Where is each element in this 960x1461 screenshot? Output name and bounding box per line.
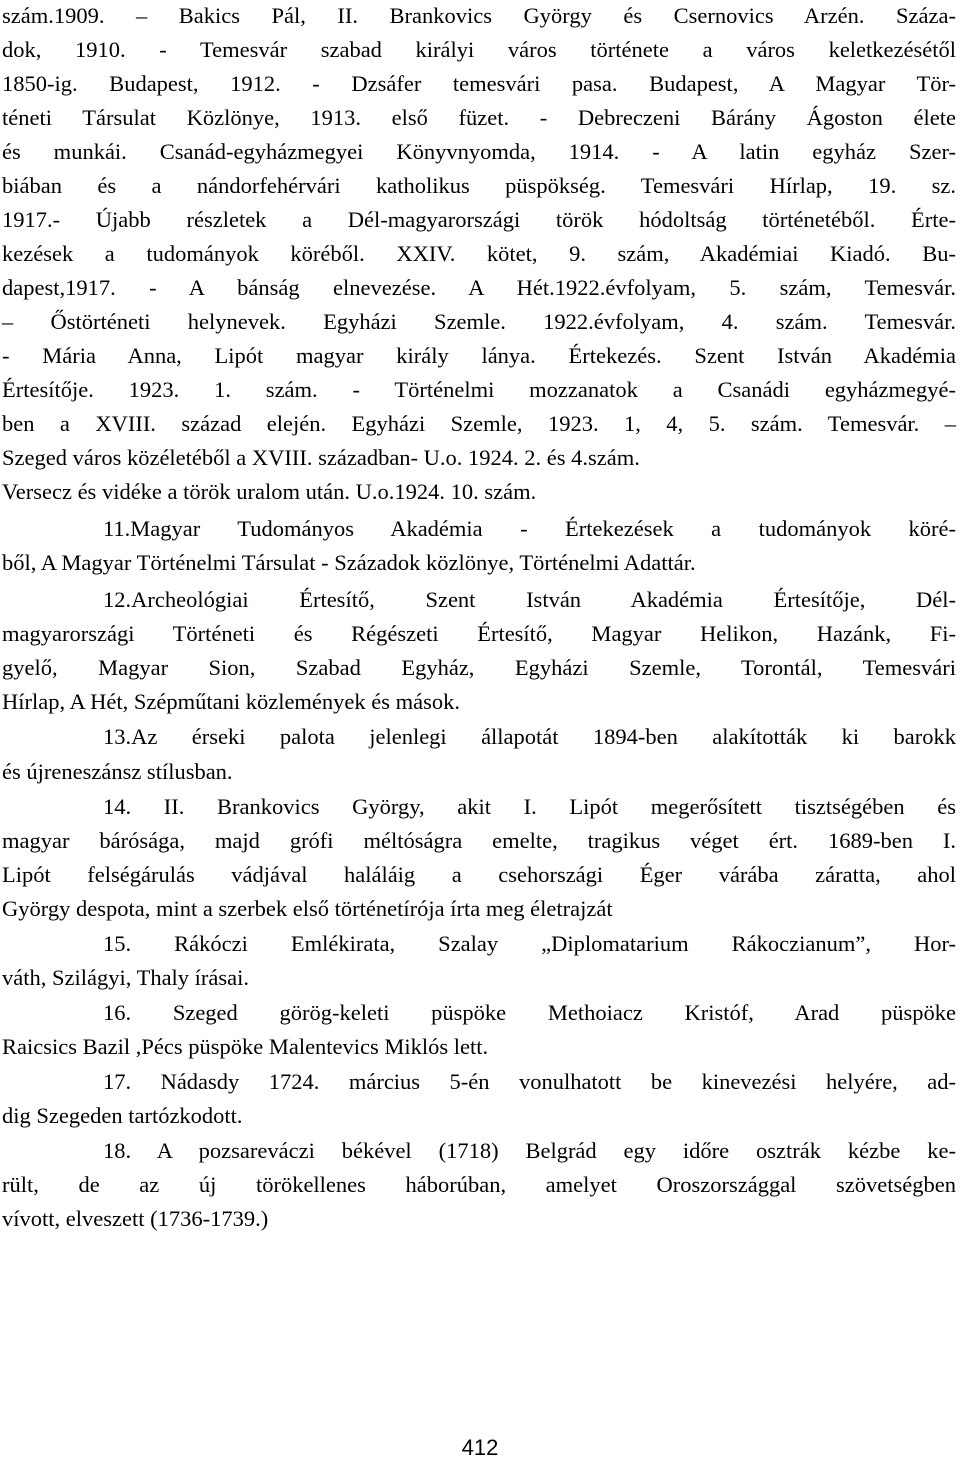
- footnote-17-line: 17. Nádasdy 1724. március 5-én vonulhatott be kinevezési helyére, ad-: [103, 1069, 956, 1094]
- footnote-12-line: 12.Archeológiai Értesítő, Szent István Akadémia Értesítője, Dél-: [103, 587, 956, 612]
- text-line: szám.1909. – Bakics Pál, II. Brankovics György és Csernovics Arzén. Száza-: [2, 3, 956, 28]
- text-line: Hírlap, A Hét, Szépműtani közlemények és mások.: [2, 689, 461, 714]
- text-line: vívott, elveszett (1736-1739.): [2, 1206, 269, 1231]
- footnote-15-line: 15. Rákóczi Emlékirata, Szalay „Diplomatarium Rákoczianum”, Hor-: [103, 931, 956, 956]
- text-line: váth, Szilágyi, Thaly írásai.: [2, 965, 250, 990]
- text-line: dapest,1917. - A bánság elnevezése. A Hét.1922.évfolyam, 5. szám, Temesvár.: [2, 275, 956, 300]
- text-line: magyar bárósága, majd grófi méltóságra emelte, tragikus véget ért. 1689-ben I.: [2, 828, 956, 853]
- footnote-18-line: 18. A pozsareváczi békével (1718) Belgrád egy időre osztrák kézbe ke-: [103, 1138, 956, 1163]
- footnote-11-line: 11.Magyar Tudományos Akadémia - Értekezések a tudományok köré-: [103, 516, 956, 541]
- page-number: 412: [461, 1435, 499, 1460]
- text-line: Szeged város közéletéből a XVIII. században- U.o. 1924. 2. és 4.szám.: [2, 445, 640, 470]
- text-line: kezések a tudományok köréből. XXIV. kötet, 9. szám, Akadémiai Kiadó. Bu-: [2, 241, 956, 266]
- text-line: gyelő, Magyar Sion, Szabad Egyház, Egyházi Szemle, Torontál, Temesvári: [2, 655, 956, 680]
- text-line: Versecz és vidéke a török uralom után. U.o.1924. 10. szám.: [2, 479, 537, 504]
- text-line: magyarországi Történeti és Régészeti Értesítő, Magyar Helikon, Hazánk, Fi-: [2, 621, 956, 646]
- text-line: biában és a nándorfehérvári katholikus püspökség. Temesvári Hírlap, 19. sz.: [2, 173, 956, 198]
- footnote-13-line: 13.Az érseki palota jelenlegi állapotát 1894-ben alakították ki barokk: [103, 724, 956, 749]
- text-line: – Őstörténeti helynevek. Egyházi Szemle. 1922.évfolyam, 4. szám. Temesvár.: [2, 309, 956, 334]
- text-line: György despota, mint a szerbek első történetírója írta meg életrajzát: [2, 896, 613, 921]
- text-line: Értesítője. 1923. 1. szám. - Történelmi mozzanatok a Csanádi egyházmegyé-: [2, 377, 956, 402]
- text-line: és munkái. Csanád-egyházmegyei Könyvnyomda, 1914. - A latin egyház Szer-: [2, 139, 956, 164]
- text-line: dig Szegeden tartózkodott.: [2, 1103, 243, 1128]
- text-line: téneti Társulat Közlönye, 1913. első füzet. - Debreczeni Bárány Ágoston élete: [2, 105, 956, 130]
- footnote-16-line: 16. Szeged görög-keleti püspöke Methoiacz Kristóf, Arad püspöke: [103, 1000, 956, 1025]
- text-line: 1850-ig. Budapest, 1912. - Dzsáfer temesvári pasa. Budapest, A Magyar Tör-: [2, 71, 956, 96]
- footnote-14-line: 14. II. Brankovics György, akit I. Lipót megerősített tisztségében és: [103, 794, 956, 819]
- text-line: Lipót felségárulás vádjával haláláig a csehországi Éger várába záratta, ahol: [2, 862, 956, 887]
- text-line: - Mária Anna, Lipót magyar király lánya. Értekezés. Szent István Akadémia: [2, 343, 956, 368]
- text-line: dok, 1910. - Temesvár szabad királyi város története a város keletkezésétől: [2, 37, 956, 62]
- text-line: 1917.- Újabb részletek a Dél-magyarországi török hódoltság történetéből. Érte-: [2, 207, 956, 232]
- text-line: ből, A Magyar Történelmi Társulat - Századok közlönye, Történelmi Adattár.: [2, 550, 696, 575]
- text-line: ben a XVIII. század elején. Egyházi Szemle, 1923. 1, 4, 5. szám. Temesvár. –: [2, 411, 956, 436]
- text-line: és újreneszánsz stílusban.: [2, 759, 233, 784]
- text-line: Raicsics Bazil ,Pécs püspöke Malentevics Miklós lett.: [2, 1034, 489, 1059]
- text-line: rült, de az új törökellenes háborúban, amelyet Oroszországgal szövetségben: [2, 1172, 956, 1197]
